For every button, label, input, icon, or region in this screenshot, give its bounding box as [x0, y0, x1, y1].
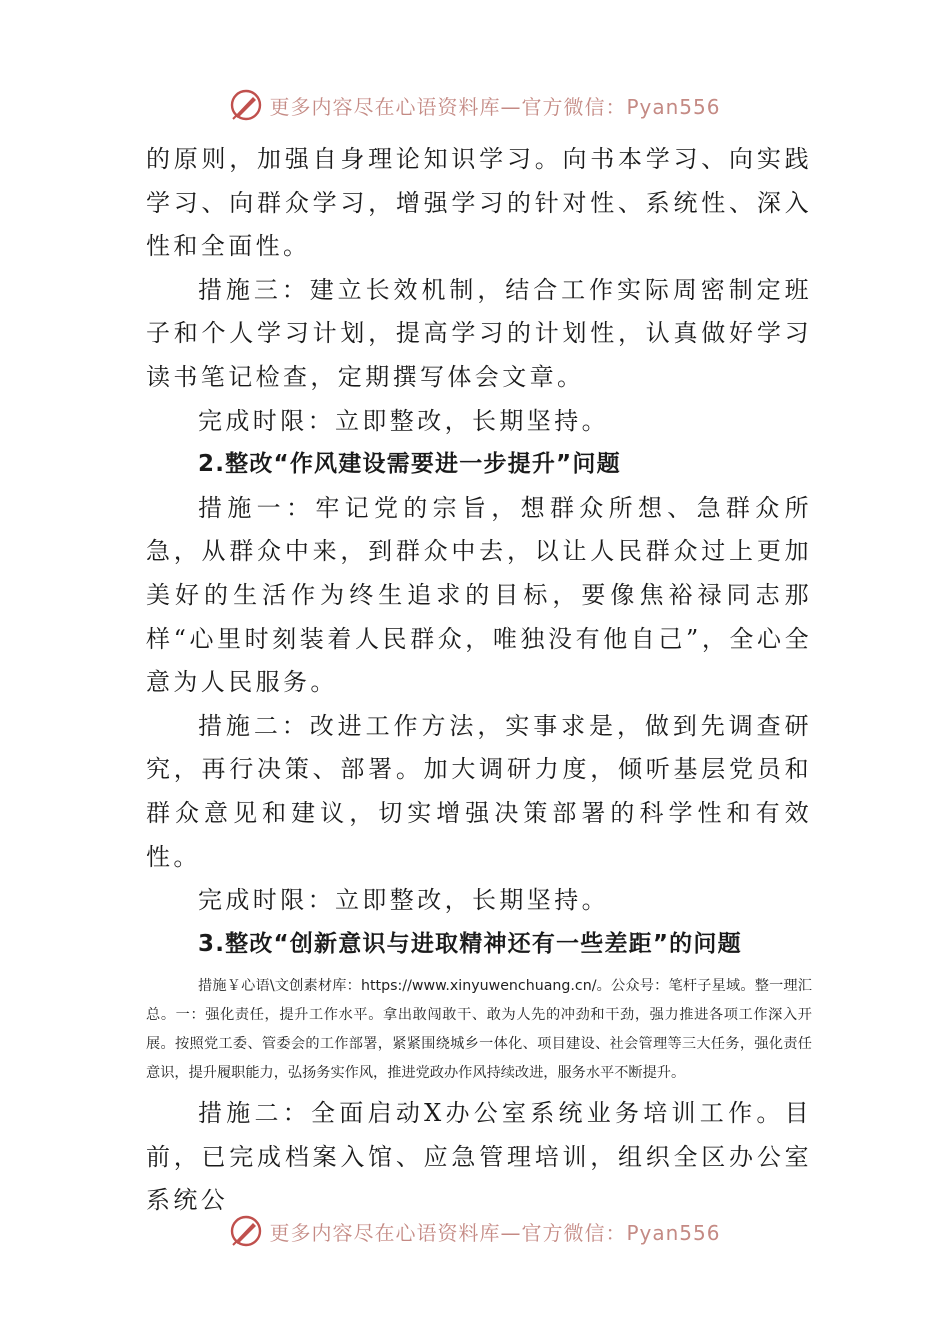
section-heading-2: 2.整改“作风建设需要进一步提升”问题 [198, 451, 621, 478]
paragraph-measure-one: 措施一：牢记党的宗旨，想群众所想、急群众所急，从群众中来，到群众中去，以让人民群众过上更加美好的生活作为终生追求的目标，要像焦裕禄同志那样“心里时刻装着人民群众，唯独没有他自己”，全心全意为人民服务。 [146, 493, 812, 697]
footer-banner [0, 1208, 950, 1254]
paragraph-measure-three: 措施三：建立长效机制，结合工作实际周密制定班子和个人学习计划，提高学习的计划性，认真做好学习读书笔记检查，定期撰写体会文章。 [146, 275, 812, 391]
banner-text: 更多内容尽在心语资料库—官方微信：Pyan556 [269, 94, 721, 119]
banner-text: 更多内容尽在心语资料库—官方微信：Pyan556 [269, 1220, 721, 1245]
small-text-note: 措施￥心语\文创素材库：https://www.xinyuwenchuang.cn/。公众号：笔杆子星域。整一理汇总。一：强化责任，提升工作水平。拿出敢闯敢干、敢为人先的冲劲和干劲，强力推进各项工作深入开展。按照党工委、管委会的工作部署，紧紧围绕城乡一体化、项目建设、社会管理等三大任务，强化责任意识，提升履职能力，弘扬务实作风，推进党政办作风持续改进，服务水平不断提升。 [146, 978, 812, 1082]
paragraph-measure-two-training: 措施二：全面启动X办公室系统业务培训工作。目前，已完成档案入馆、应急管理培训，组织全区办公室系统公 [146, 1099, 812, 1215]
banner-content [229, 88, 720, 122]
pen-circle-logo-icon [229, 1214, 263, 1248]
paragraph-deadline-2: 完成时限：立即整改，长期坚持。 [198, 886, 609, 915]
header-banner [0, 82, 950, 128]
section-heading-3: 3.整改“创新意识与进取精神还有一些差距”的问题 [198, 930, 742, 957]
document-body [146, 138, 812, 1223]
paragraph-measure-two: 措施二：改进工作方法，实事求是，做到先调查研究，再行决策、部署。加大调研力度，倾听基层党员和群众意见和建议，切实增强决策部署的科学性和有效性。 [146, 711, 812, 871]
pen-circle-logo-icon [229, 88, 263, 122]
banner-content [229, 1214, 720, 1248]
paragraph-deadline: 完成时限：立即整改，长期坚持。 [198, 406, 609, 435]
paragraph-continuation: 的原则，加强自身理论知识学习。向书本学习、向实践学习、向群众学习，增强学习的针对性、系统性、深入性和全面性。 [146, 145, 812, 261]
